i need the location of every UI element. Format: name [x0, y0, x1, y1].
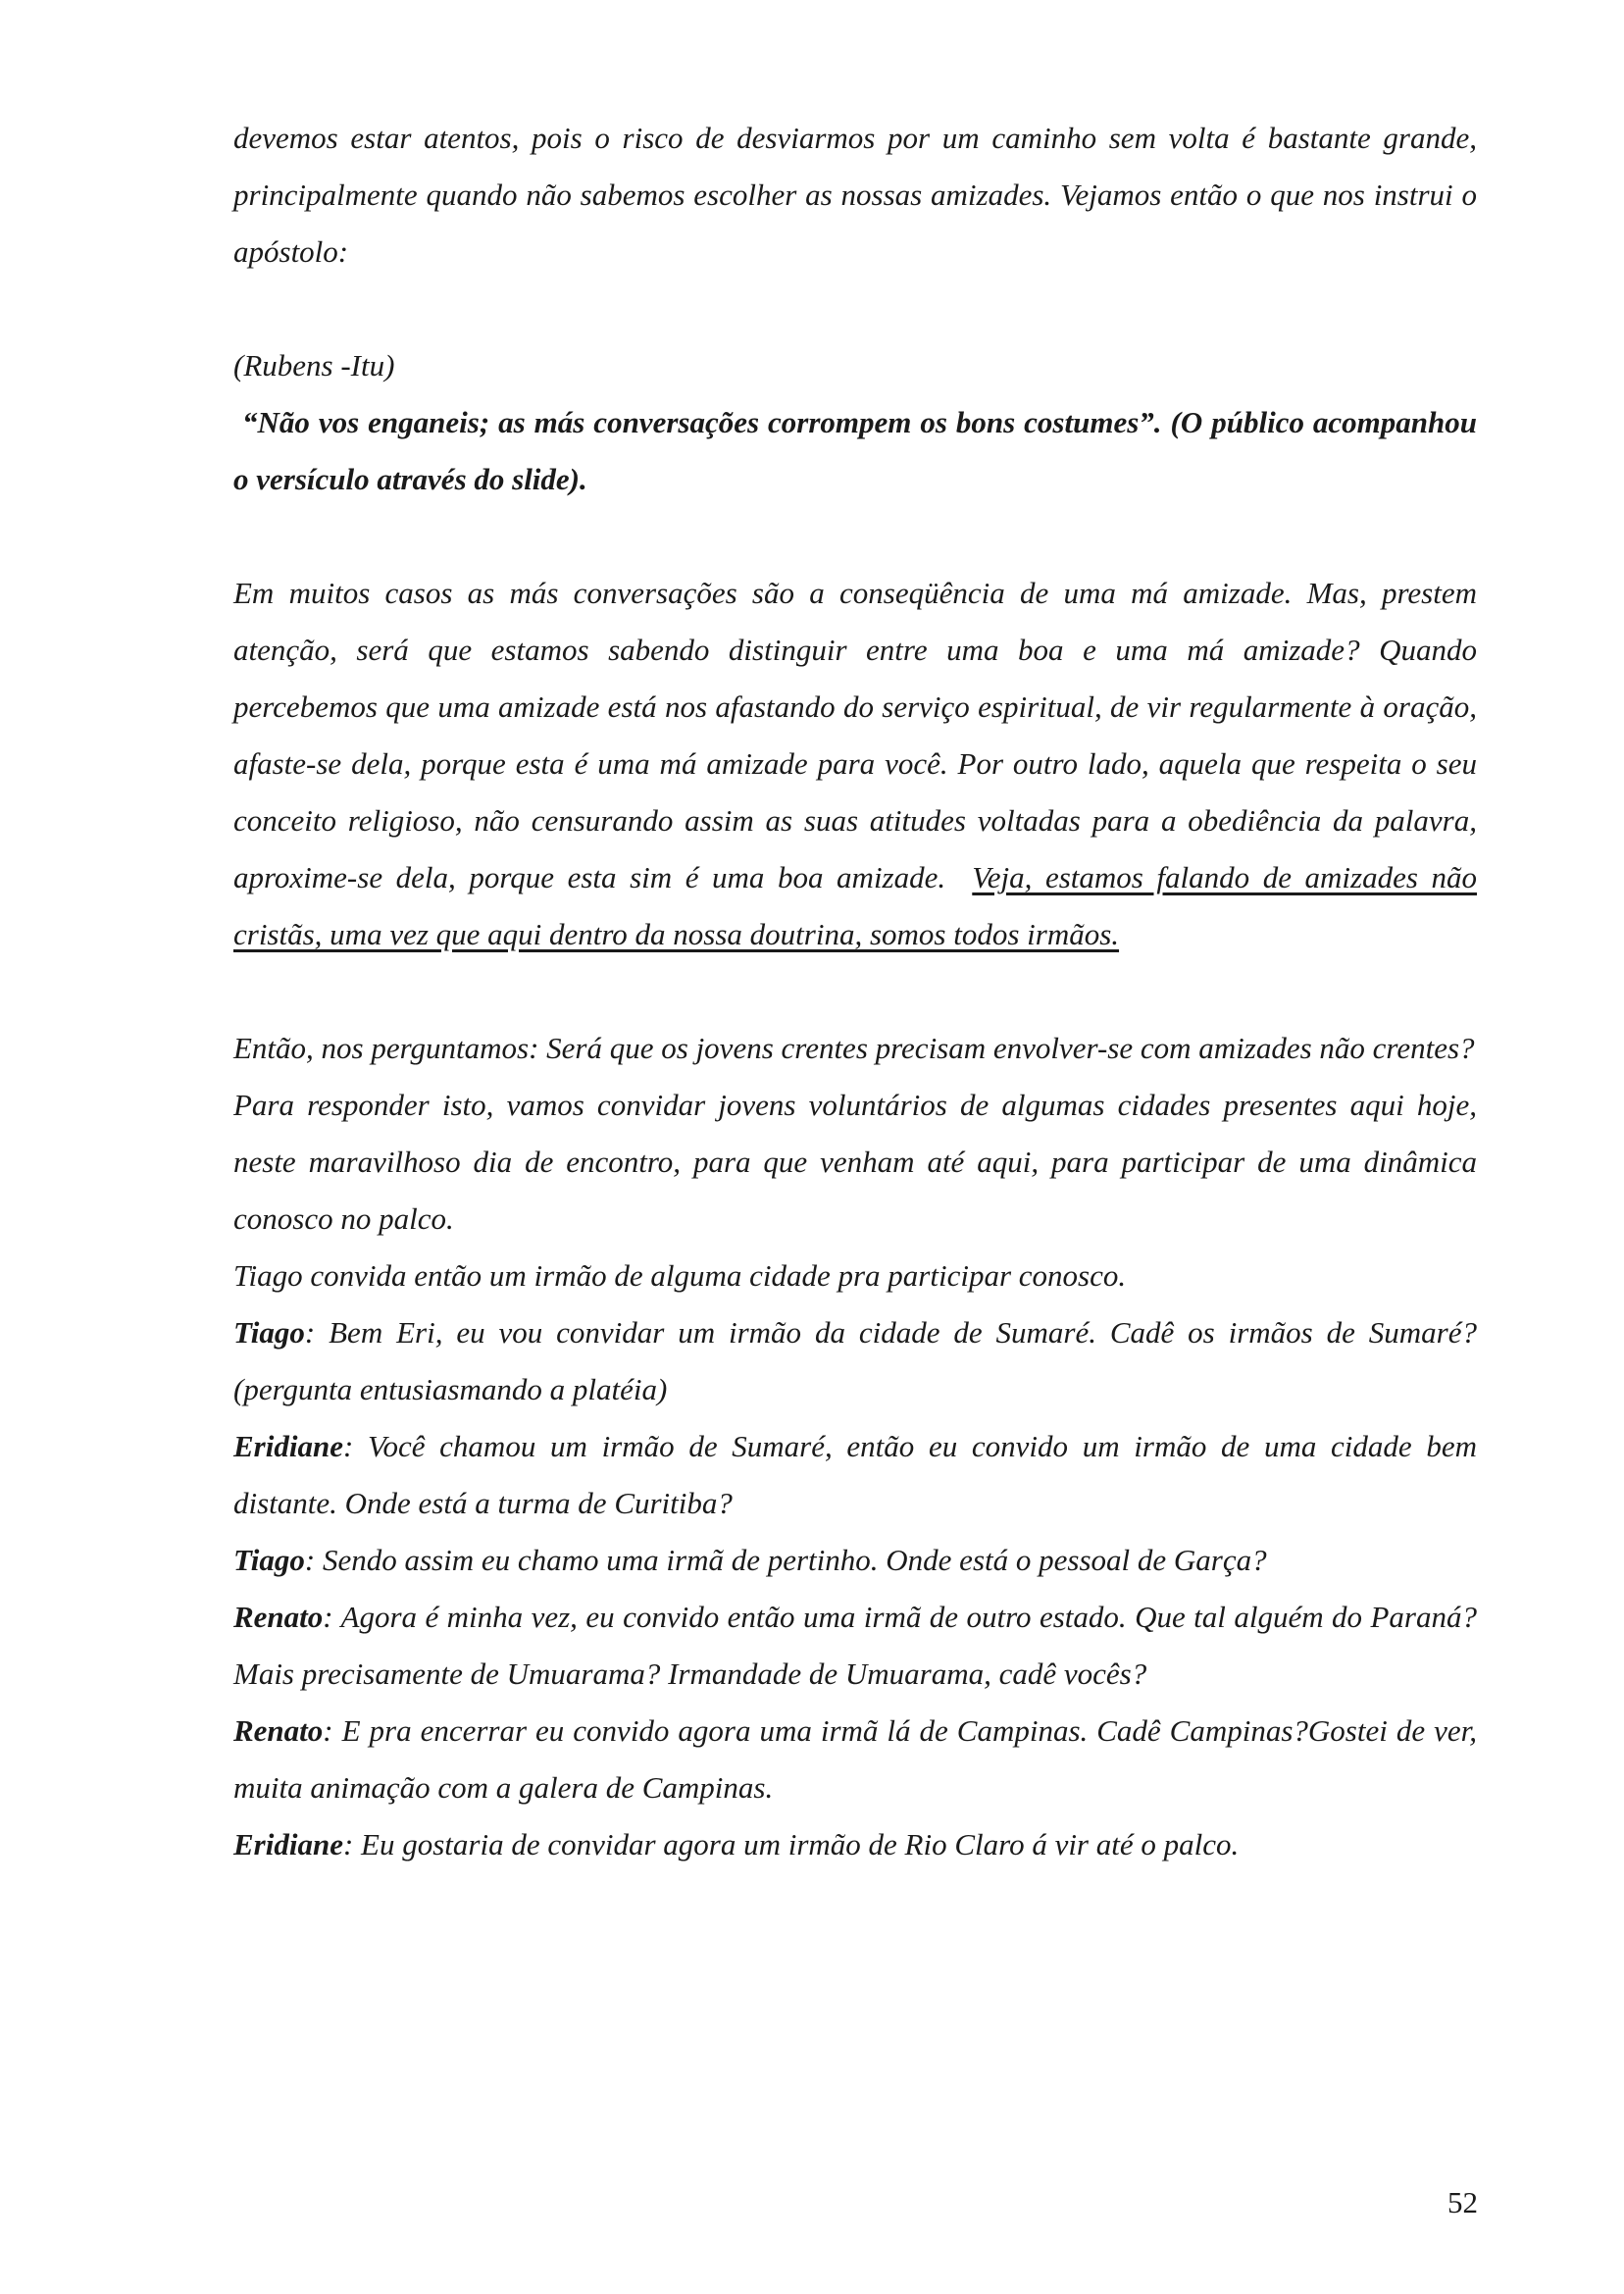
verse-quote: “Não vos enganeis; as más conversações corrompem os bons costumes”. — [241, 405, 1162, 439]
document-page — [233, 110, 1477, 1873]
paragraph-gap — [233, 280, 1477, 337]
verse-note: (O público acompanhou o versículo através do slide). — [233, 405, 1478, 496]
speaker-name: Eridiane — [233, 1429, 343, 1463]
speaker-name: Renato — [233, 1600, 324, 1634]
paragraph-stage-direction: Tiago convida então um irmão de alguma cidade pra participar conosco. — [233, 1258, 1127, 1293]
verse-paragraph — [233, 394, 1477, 508]
dialogue-text: : Eu gostaria de convidar agora um irmão de Rio Claro á vir até o palco. — [342, 1827, 1240, 1861]
paragraph-friendship — [233, 565, 1477, 963]
underlined-remark: Veja, estamos falando de amizades não cristãs, uma vez que aqui dentro da nossa doutrina, somos todos irmãos. — [233, 860, 1478, 951]
dialogue-text: : Sendo assim eu chamo uma irmã de pertinho. Onde está o pessoal de Garça? — [304, 1543, 1267, 1577]
dialogue-text: : Agora é minha vez, eu convido então uma irmã de outro estado. Que tal alguém do Paraná? Mais precisamente de Umuarama? Irmandade de Umuarama, cadê vocês? — [233, 1600, 1477, 1691]
speaker-name: Renato — [233, 1713, 324, 1748]
dialogue-text: : E pra encerrar eu convido agora uma irmã lá de Campinas. Cadê Campinas?Gostei de ver, muita animação com a galera de Campinas. — [233, 1713, 1477, 1805]
dialogue-line — [233, 1703, 1477, 1816]
dialogue-text: : Bem Eri, eu vou convidar um irmão da cidade de Sumaré. Cadê os irmãos de Sumaré? (pergunta entusiasmando a platéia) — [233, 1315, 1477, 1406]
dialogue-text: : Você chamou um irmão de Sumaré, então eu convido um irmão de uma cidade bem distante. Onde está a turma de Curitiba? — [233, 1429, 1477, 1520]
paragraph-gap — [233, 963, 1477, 1020]
speaker-name: Tiago — [233, 1543, 305, 1577]
dialogue-line — [233, 1532, 1477, 1589]
paragraph-question: Então, nos perguntamos: Será que os jovens crentes precisam envolver-se com amizades não crentes? — [233, 1031, 1475, 1065]
page-number: 52 — [1447, 2185, 1478, 2219]
dialogue-line — [233, 1589, 1477, 1703]
speaker-name: Eridiane — [233, 1827, 343, 1861]
paragraph-invitation: Para responder isto, vamos convidar jovens voluntários de algumas cidades presentes aqui hoje, neste maravilhoso dia de encontro, para que venham até aqui, para participar de uma dinâmica conosco no palco. — [233, 1088, 1477, 1236]
paragraph-friendship-main: Em muitos casos as más conversações são a conseqüência de uma má amizade. Mas, prestem atenção, será que estamos sabendo distinguir entre uma boa e uma má amizade? Quando percebemos que uma amizade está nos afastando do serviço espiritual, de vir regularmente à oração, afaste-se dela, porque esta é uma má amizade para você. Por outro lado, aquela que respeita o seu conceito religioso, não censurando assim as suas atitudes voltadas para a obediência da palavra, aproxime-se dela, porque esta sim é uma boa amizade. — [233, 576, 1477, 894]
dialogue-line — [233, 1304, 1477, 1418]
dialogue-line — [233, 1816, 1477, 1873]
attribution-line: (Rubens -Itu) — [233, 348, 395, 382]
speaker-name: Tiago — [233, 1315, 305, 1350]
paragraph-gap — [233, 508, 1477, 565]
paragraph-intro: devemos estar atentos, pois o risco de desviarmos por um caminho sem volta é bastante grande, principalmente quando não sabemos escolher as nossas amizades. Vejamos então o que nos instrui o apóstolo: — [233, 121, 1477, 269]
dialogue-line — [233, 1418, 1477, 1532]
